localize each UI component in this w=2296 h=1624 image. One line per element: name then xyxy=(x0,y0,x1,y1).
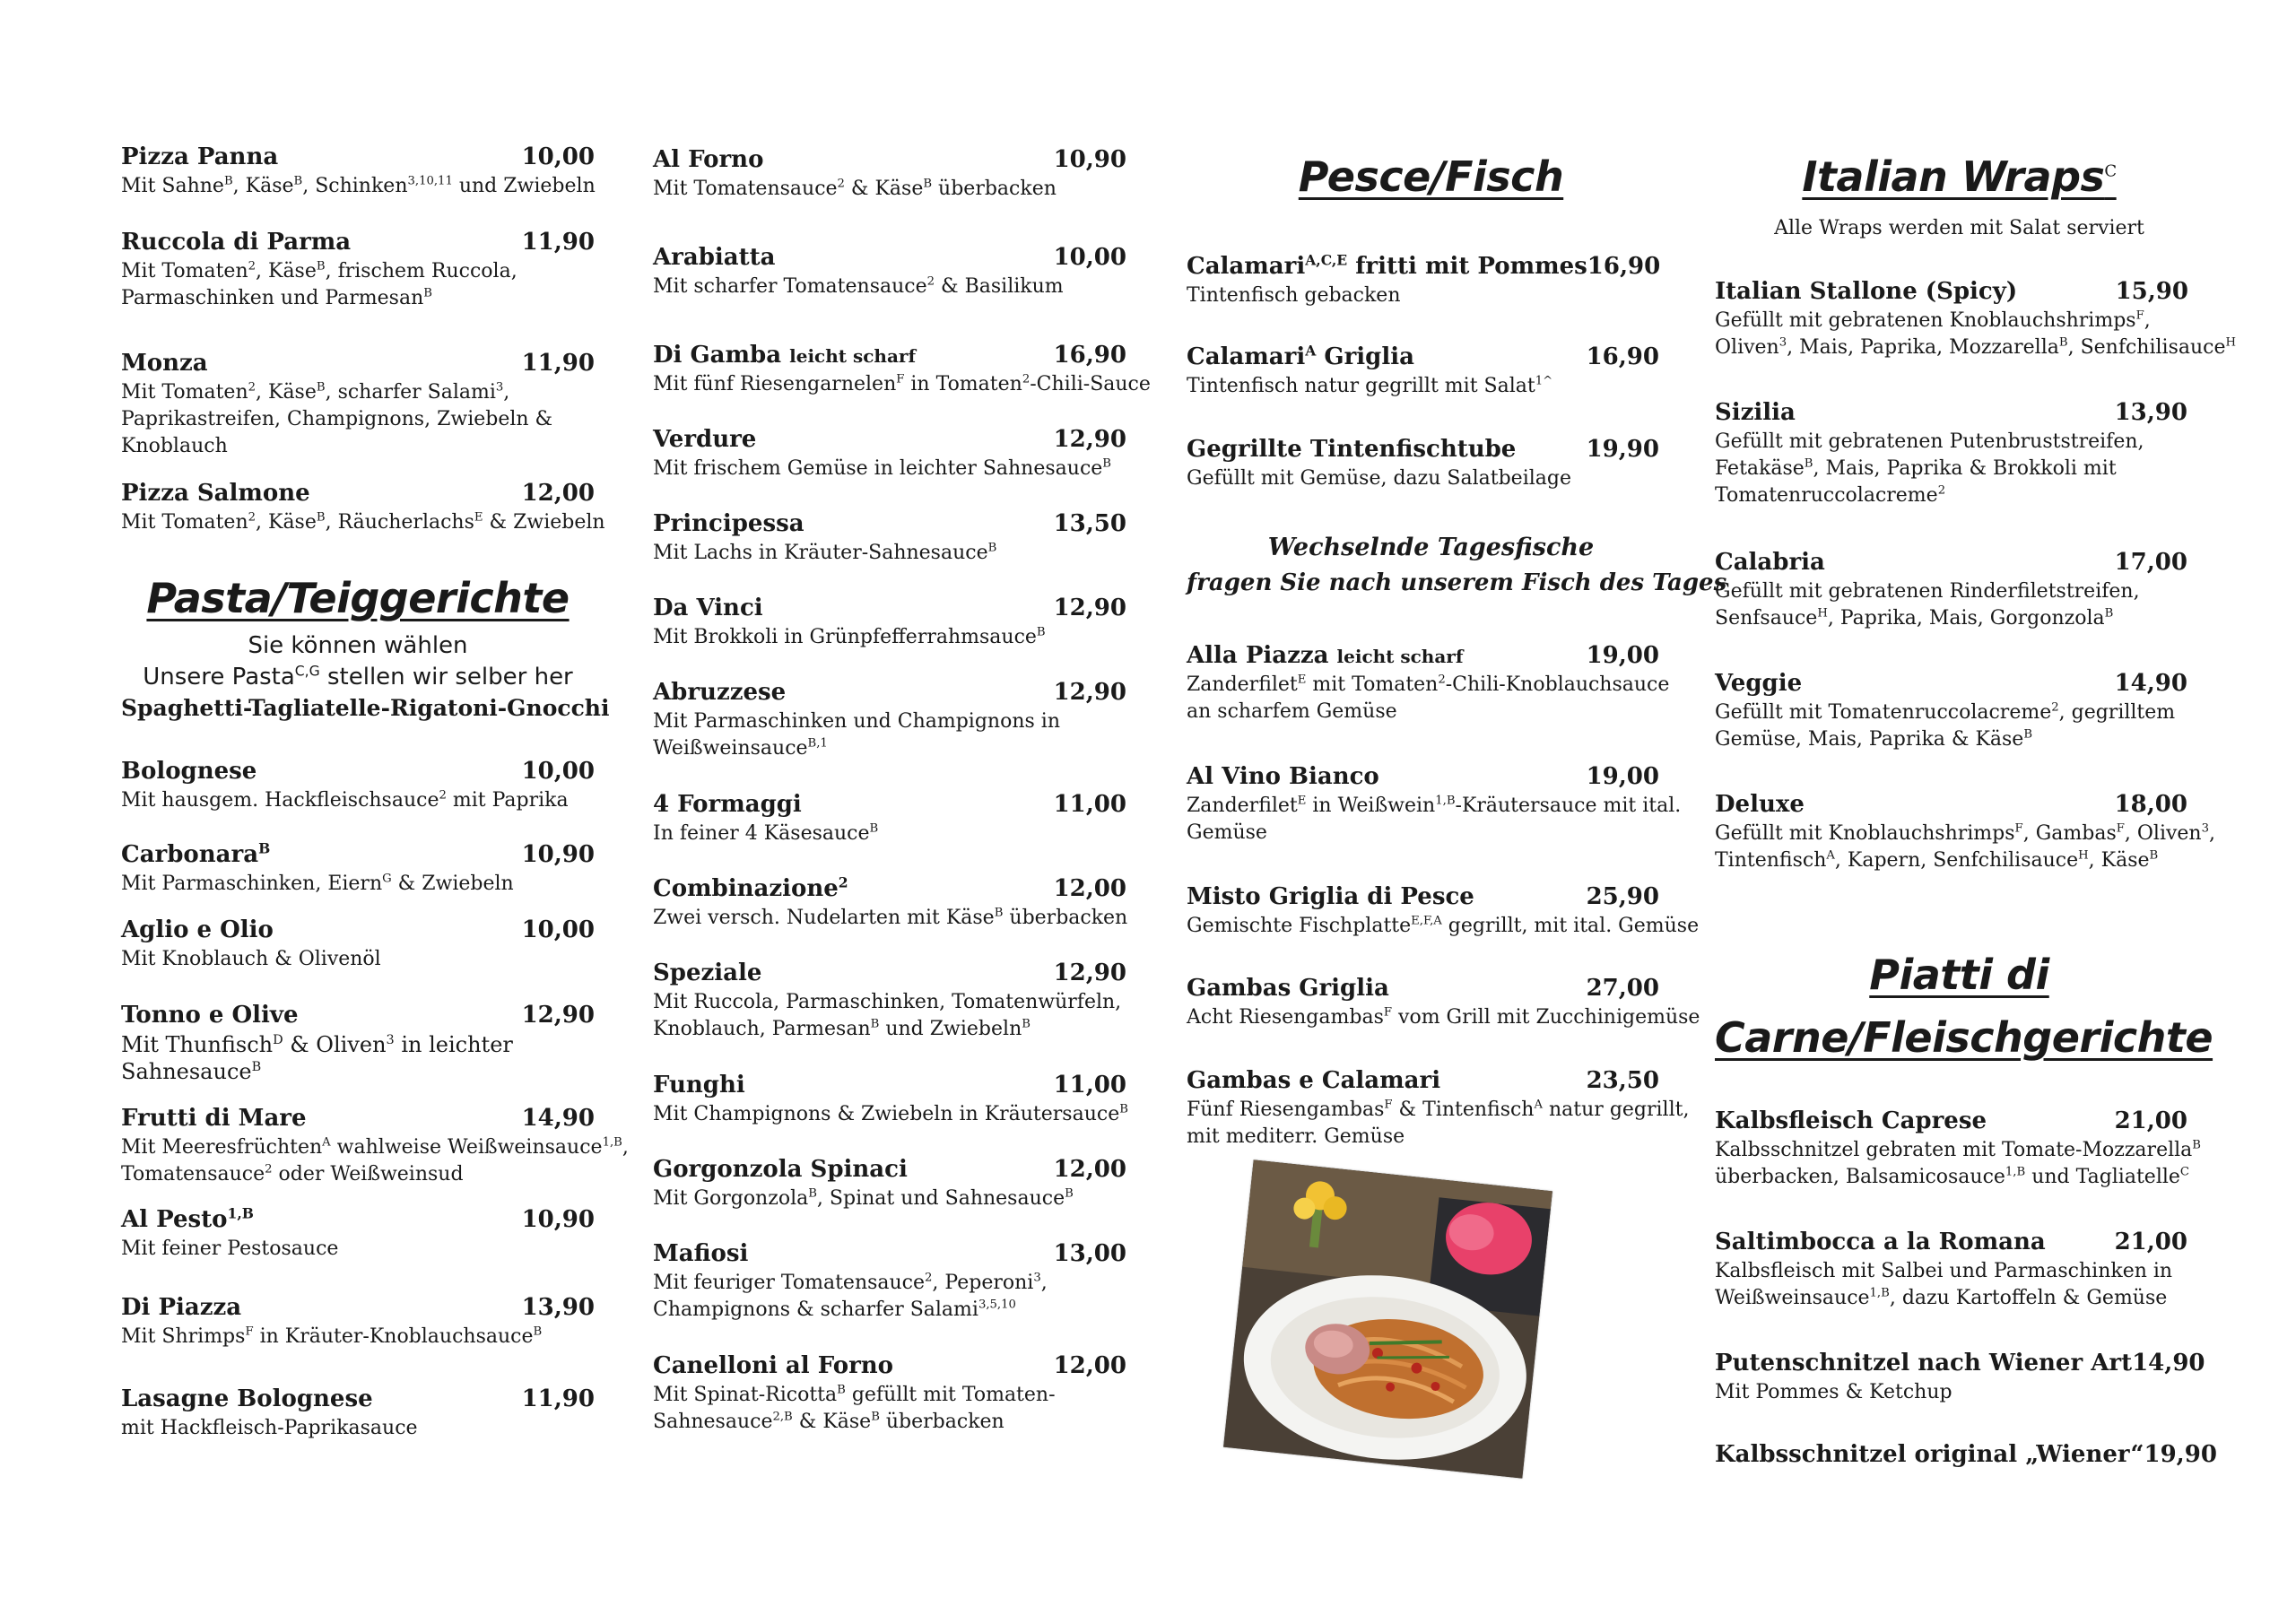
item-name: Di Gamba leicht scharf xyxy=(653,342,917,369)
item-description: Gefüllt mit Knoblauchshrimps$^F$, Gambas$^F$, Oliven$^3$, xyxy=(1715,821,2215,845)
item-name: Kalbsfleisch Caprese xyxy=(1715,1107,1987,1134)
item-price: 13,90 xyxy=(2114,399,2187,426)
menu-item xyxy=(653,875,1126,933)
item-price: 11,90 xyxy=(521,350,595,377)
item-name: Di Piazza xyxy=(121,1294,242,1321)
menu-item xyxy=(1715,791,2215,875)
menu-item xyxy=(1715,1107,2201,1192)
item-name: Al Forno xyxy=(653,146,764,173)
item-description: Weißweinsauce$^{1,B}$, dazu Kartoffeln & Gemüse xyxy=(1715,1286,2168,1309)
item-name: Verdure xyxy=(653,426,757,453)
item-price: 14,90 xyxy=(2132,1350,2205,1376)
item-description: Sahnesauce$^{2,B}$ & Käse$^B$ überbacken xyxy=(653,1410,1004,1433)
item-description: Mit fünf Riesengarnelen$^F$ in Tomaten$^2$-Chili-Sauce xyxy=(653,372,1151,395)
item-description: Sahnesauce$^B$ xyxy=(121,1059,262,1084)
item-description: Oliven$^3$, Mais, Paprika, Mozzarella$^B$, Senfchilisauce$^H$ xyxy=(1715,335,2236,359)
item-price: 21,00 xyxy=(2114,1107,2187,1134)
menu-item xyxy=(653,342,1151,399)
item-description: Paprikastreifen, Champignons, Zwiebeln & xyxy=(121,408,553,430)
menu-item xyxy=(121,841,595,899)
item-name: Frutti di Mare xyxy=(121,1105,307,1132)
item-price: 19,90 xyxy=(2144,1441,2217,1468)
menu-item xyxy=(1187,763,1682,847)
item-description: überbacken, Balsamicosauce$^{1,B}$ und Tagliatelle$^C$ xyxy=(1715,1165,2190,1188)
item-description: Zanderfilet$^E$ in Weißwein$^{1,B}$-Kräutersauce mit ital. xyxy=(1187,794,1682,817)
item-name: Da Vinci xyxy=(653,595,763,621)
item-name: Gambas e Calamari xyxy=(1187,1067,1441,1094)
menu-item xyxy=(1187,642,1670,726)
item-description: In feiner 4 Käsesauce$^B$ xyxy=(653,821,879,845)
menu-item xyxy=(121,1206,595,1264)
item-name: Principessa xyxy=(653,510,804,537)
item-name: Speziale xyxy=(653,960,762,986)
menu-item xyxy=(653,510,1126,568)
item-price: 12,90 xyxy=(1053,426,1126,453)
item-name: Abruzzese xyxy=(653,679,787,706)
item-description: mit Hackfleisch-Paprikasauce xyxy=(121,1417,418,1439)
item-description: Mit Champignons & Zwiebeln in Kräutersauce$^B$ xyxy=(653,1102,1128,1125)
item-description: Gemüse xyxy=(1187,821,1267,844)
section-heading-meat: Carne/Fleischgerichte xyxy=(1715,1013,2213,1062)
item-name: Al Pesto$^{1,B}$ xyxy=(121,1204,254,1233)
menu-item xyxy=(1187,975,1700,1032)
column-wraps-meat xyxy=(1715,0,2236,1624)
item-name: Calamari$^{A,C,E}$ fritti mit Pommes xyxy=(1187,251,1587,280)
item-description: Mit Parmaschinken, Eiern$^G$ & Zwiebeln xyxy=(121,872,514,895)
item-price: 19,00 xyxy=(1586,642,1659,669)
item-description: Zwei versch. Nudelarten mit Käse$^B$ überbacken xyxy=(653,906,1128,929)
item-description: Mit Pommes & Ketchup xyxy=(1715,1381,1952,1403)
menu-item xyxy=(653,1156,1126,1213)
item-description: Tintenfisch gebacken xyxy=(1187,284,1401,307)
menu-item xyxy=(653,791,1126,848)
item-name: Combinazione$^2$ xyxy=(653,873,848,902)
item-description: Weißweinsauce$^{B,1}$ xyxy=(653,736,828,760)
item-name: Al Vino Bianco xyxy=(1187,763,1379,790)
item-price: 14,90 xyxy=(2114,670,2187,697)
item-price: 13,00 xyxy=(1053,1240,1126,1267)
wraps-subtitle: Alle Wraps werden mit Salat serviert xyxy=(1774,217,2144,239)
item-description: Mit Tomatensauce$^2$ & Käse$^B$ überbacken xyxy=(653,177,1057,200)
menu-item xyxy=(1715,278,2236,362)
item-price: 10,00 xyxy=(521,916,595,943)
item-description: Gefüllt mit Tomatenruccolacreme$^2$, gegrilltem xyxy=(1715,700,2176,724)
item-description: Senfsauce$^H$, Paprika, Mais, Gorgonzola$^B$ xyxy=(1715,606,2114,630)
menu-item xyxy=(121,480,605,537)
item-description: Fünf Riesengambas$^F$ & Tintenfisch$^A$ natur gegrillt, xyxy=(1187,1098,1690,1121)
item-description: Mit Brokkoli in Grünpfefferrahmsauce$^B$ xyxy=(653,625,1046,648)
item-price: 11,00 xyxy=(1053,791,1126,818)
item-name: Alla Piazza leicht scharf xyxy=(1187,642,1464,669)
item-price: 19,90 xyxy=(1586,436,1659,463)
item-name: Bolognese xyxy=(121,758,257,785)
item-description: Mit Lachs in Kräuter-Sahnesauce$^B$ xyxy=(653,541,997,564)
item-name: Carbonara$^B$ xyxy=(121,839,271,868)
item-description: Gefüllt mit gebratenen Rinderfiletstreifen, xyxy=(1715,580,2140,603)
item-price: 16,90 xyxy=(1586,343,1659,370)
menu-item xyxy=(653,244,1126,301)
menu-item xyxy=(653,679,1126,763)
item-price: 17,00 xyxy=(2114,549,2187,576)
item-price: 16,90 xyxy=(1053,342,1126,369)
item-description: Zanderfilet$^E$ mit Tomaten$^2$-Chili-Knoblauchsauce xyxy=(1187,673,1670,696)
item-name: Gambas Griglia xyxy=(1187,975,1389,1002)
pasta-dish-photo xyxy=(1223,1159,1552,1478)
menu-item xyxy=(121,1294,595,1351)
item-description: Gefüllt mit gebratenen Knoblauchshrimps$^F$, xyxy=(1715,308,2151,332)
menu-item xyxy=(653,1240,1126,1324)
item-description: Mit feiner Pestosauce xyxy=(121,1238,339,1260)
daily-fish-note: Wechselnde Tagesfische xyxy=(1267,534,1595,561)
menu-item xyxy=(1715,1350,2205,1407)
item-description: Mit Shrimps$^F$ in Kräuter-Knoblauchsauce$^B$ xyxy=(121,1324,543,1348)
item-price: 23,50 xyxy=(1586,1067,1659,1094)
item-name: Mafiosi xyxy=(653,1240,749,1267)
item-price: 27,00 xyxy=(1586,975,1659,1002)
item-price: 10,90 xyxy=(521,1206,595,1233)
item-price: 12,90 xyxy=(521,1002,595,1029)
item-description: Tomatensauce$^2$ oder Weißweinsud xyxy=(121,1162,464,1185)
wraps-allergen-marker: C xyxy=(2104,161,2117,181)
item-price: 15,90 xyxy=(2115,278,2188,305)
item-name: Sizilia xyxy=(1715,399,1796,426)
item-name: Aglio e Olio xyxy=(121,916,274,943)
pasta-shapes: Spaghetti-Tagliatelle-Rigatoni-Gnocchi xyxy=(121,695,610,721)
item-price: 14,90 xyxy=(521,1105,595,1132)
menu-item xyxy=(1187,253,1659,310)
item-description: Kalbsschnitzel gebraten mit Tomate-Mozzarella$^B$ xyxy=(1715,1138,2201,1161)
item-name: Deluxe xyxy=(1715,791,1805,818)
item-price: 10,90 xyxy=(521,841,595,868)
menu-item xyxy=(1187,883,1700,941)
item-name: Calamari$^A$ Griglia xyxy=(1187,342,1414,370)
item-price: 25,90 xyxy=(1586,883,1659,910)
item-name: Arabiatta xyxy=(653,244,776,271)
pasta-dish-illustration xyxy=(1223,1159,1552,1478)
wraps-heading-text: Italian Wraps xyxy=(1802,152,2105,201)
item-name: Italian Stallone (Spicy) xyxy=(1715,278,2018,305)
item-description: Mit feuriger Tomatensauce$^2$, Peperoni$^3$, xyxy=(653,1271,1048,1294)
item-price: 12,00 xyxy=(1053,1352,1126,1379)
menu-item xyxy=(121,350,595,461)
menu-item xyxy=(121,1105,629,1189)
menu-item xyxy=(653,1072,1126,1129)
item-name: Lasagne Bolognese xyxy=(121,1385,373,1412)
section-heading-wraps xyxy=(1715,152,2204,201)
item-description: Mit Spinat-Ricotta$^B$ gefüllt mit Tomaten- xyxy=(653,1383,1056,1406)
menu-item xyxy=(121,916,595,974)
menu-item xyxy=(121,1385,595,1443)
menu-item xyxy=(1715,1441,2217,1468)
menu-item xyxy=(653,960,1126,1044)
item-description: Tintenfisch natur gegrillt mit Salat$^{1\^{}}$ xyxy=(1187,374,1553,397)
item-description: Tintenfisch$^A$, Kapern, Senfchilisauce$^H$, Käse$^B$ xyxy=(1715,848,2159,872)
section-heading-fish: Pesce/Fisch xyxy=(1298,152,1564,201)
pasta-intro-line: Unsere Pasta$^{C,G}$ stellen wir selber her xyxy=(143,663,573,690)
item-description: an scharfem Gemüse xyxy=(1187,700,1397,723)
item-price: 11,90 xyxy=(521,229,595,256)
item-description: Gemischte Fischplatte$^{E,F,A}$ gegrillt, mit ital. Gemüse xyxy=(1187,914,1700,937)
item-name: Monza xyxy=(121,350,208,377)
item-description: Tomatenruccolacreme$^2$ xyxy=(1715,483,1946,507)
item-name: Pizza Salmone xyxy=(121,480,310,507)
item-description: Knoblauch, Parmesan$^B$ und Zwiebeln$^B$ xyxy=(653,1017,1031,1040)
item-price: 11,00 xyxy=(1053,1072,1126,1099)
menu-item xyxy=(1187,343,1659,401)
item-name: Pizza Panna xyxy=(121,143,279,170)
item-description: Acht Riesengambas$^F$ vom Grill mit Zucchinigemüse xyxy=(1187,1005,1700,1029)
item-name: Gegrillte Tintenfischtube xyxy=(1187,436,1517,463)
item-description: Mit Knoblauch & Olivenöl xyxy=(121,948,381,970)
item-price: 12,00 xyxy=(521,480,595,507)
item-name: Putenschnitzel nach Wiener Art xyxy=(1715,1350,2133,1376)
item-description: Mit Tomaten$^2$, Käse$^B$, Räucherlachs$^E$ & Zwiebeln xyxy=(121,510,605,534)
item-description: Mit scharfer Tomatensauce$^2$ & Basilikum xyxy=(653,274,1064,298)
menu-item xyxy=(653,1352,1126,1437)
item-name: Saltimbocca a la Romana xyxy=(1715,1229,2046,1255)
item-description: Gemüse, Mais, Paprika & Käse$^B$ xyxy=(1715,727,2033,751)
item-description: Knoblauch xyxy=(121,435,228,457)
menu-item xyxy=(653,146,1126,204)
menu-item xyxy=(121,1002,595,1086)
item-price: 10,00 xyxy=(1053,244,1126,271)
item-description: Parmaschinken und Parmesan$^B$ xyxy=(121,286,432,309)
item-name: Ruccola di Parma xyxy=(121,229,352,256)
section-heading-meat: Piatti di xyxy=(1869,951,2049,999)
item-price: 12,90 xyxy=(1053,679,1126,706)
item-description: Gefüllt mit gebratenen Putenbruststreifen, xyxy=(1715,430,2144,453)
item-price: 11,90 xyxy=(521,1385,595,1412)
item-price: 12,00 xyxy=(1053,1156,1126,1183)
item-price: 10,00 xyxy=(521,143,595,170)
item-price: 10,90 xyxy=(1053,146,1126,173)
daily-fish-note: fragen Sie nach unserem Fisch des Tages xyxy=(1187,569,1727,596)
item-description: Mit frischem Gemüse in leichter Sahnesauce$^B$ xyxy=(653,456,1111,480)
item-description: Mit Meeresfrüchten$^A$ wahlweise Weißweinsauce$^{1,B}$, xyxy=(121,1135,629,1159)
item-description: Mit Tomaten$^2$, Käse$^B$, scharfer Salami$^3$, xyxy=(121,380,510,404)
menu-item xyxy=(1715,1229,2187,1313)
menu-item xyxy=(121,143,595,201)
item-name: Canelloni al Forno xyxy=(653,1352,894,1379)
menu-item xyxy=(1715,670,2187,754)
menu-item xyxy=(1187,1067,1690,1151)
pasta-intro-line: Sie können wählen xyxy=(248,632,468,659)
item-price: 12,90 xyxy=(1053,960,1126,986)
menu-item xyxy=(1715,549,2187,633)
item-description: Mit Gorgonzola$^B$, Spinat und Sahnesauce$^B$ xyxy=(653,1186,1074,1210)
column-pizza-pasta xyxy=(121,0,629,1624)
menu-item xyxy=(1715,399,2187,510)
item-description: Mit Sahne$^B$, Käse$^B$, Schinken$^{3,10,11}$ und Zwiebeln xyxy=(121,174,596,197)
item-name: Calabria xyxy=(1715,549,1825,576)
item-name: Tonno e Olive xyxy=(121,1002,299,1029)
item-name: 4 Formaggi xyxy=(653,791,802,818)
item-price: 13,90 xyxy=(521,1294,595,1321)
menu-item xyxy=(653,595,1126,652)
menu-item xyxy=(653,426,1126,483)
item-price: 10,00 xyxy=(521,758,595,785)
column-pasta-continued xyxy=(653,0,1151,1624)
item-description: mit mediterr. Gemüse xyxy=(1187,1125,1405,1148)
item-name: Veggie xyxy=(1715,670,1803,697)
item-price: 12,00 xyxy=(1053,875,1126,902)
item-name: Gorgonzola Spinaci xyxy=(653,1156,908,1183)
menu-item xyxy=(121,229,595,313)
item-price: 21,00 xyxy=(2114,1229,2187,1255)
item-description: Mit Ruccola, Parmaschinken, Tomatenwürfeln, xyxy=(653,991,1122,1013)
item-name: Kalbsschnitzel original „Wiener“ xyxy=(1715,1441,2144,1468)
item-name: Funghi xyxy=(653,1072,745,1099)
item-description: Kalbsfleisch mit Salbei und Parmaschinken in xyxy=(1715,1260,2173,1282)
item-price: 16,90 xyxy=(1587,253,1661,280)
item-price: 18,00 xyxy=(2114,791,2187,818)
section-heading-pasta: Pasta/Teiggerichte xyxy=(146,574,570,622)
item-description: Mit Tomaten$^2$, Käse$^B$, frischem Ruccola, xyxy=(121,259,517,282)
item-price: 13,50 xyxy=(1053,510,1126,537)
item-description: Mit Parmaschinken und Champignons in xyxy=(653,710,1060,733)
item-description: Gefüllt mit Gemüse, dazu Salatbeilage xyxy=(1187,467,1571,490)
item-name: Misto Griglia di Pesce xyxy=(1187,883,1474,910)
item-description: Mit hausgem. Hackfleischsauce$^2$ mit Paprika xyxy=(121,788,569,812)
item-description: Champignons & scharfer Salami$^{3,5,10}$ xyxy=(653,1298,1016,1321)
item-description: Mit Thunfisch$^D$ & Oliven$^3$ in leichter xyxy=(121,1032,513,1057)
item-price: 19,00 xyxy=(1586,763,1659,790)
item-price: 12,90 xyxy=(1053,595,1126,621)
menu-item xyxy=(121,758,595,815)
item-description: Fetakäse$^B$, Mais, Paprika & Brokkoli mit xyxy=(1715,456,2117,480)
menu-item xyxy=(1187,436,1659,493)
